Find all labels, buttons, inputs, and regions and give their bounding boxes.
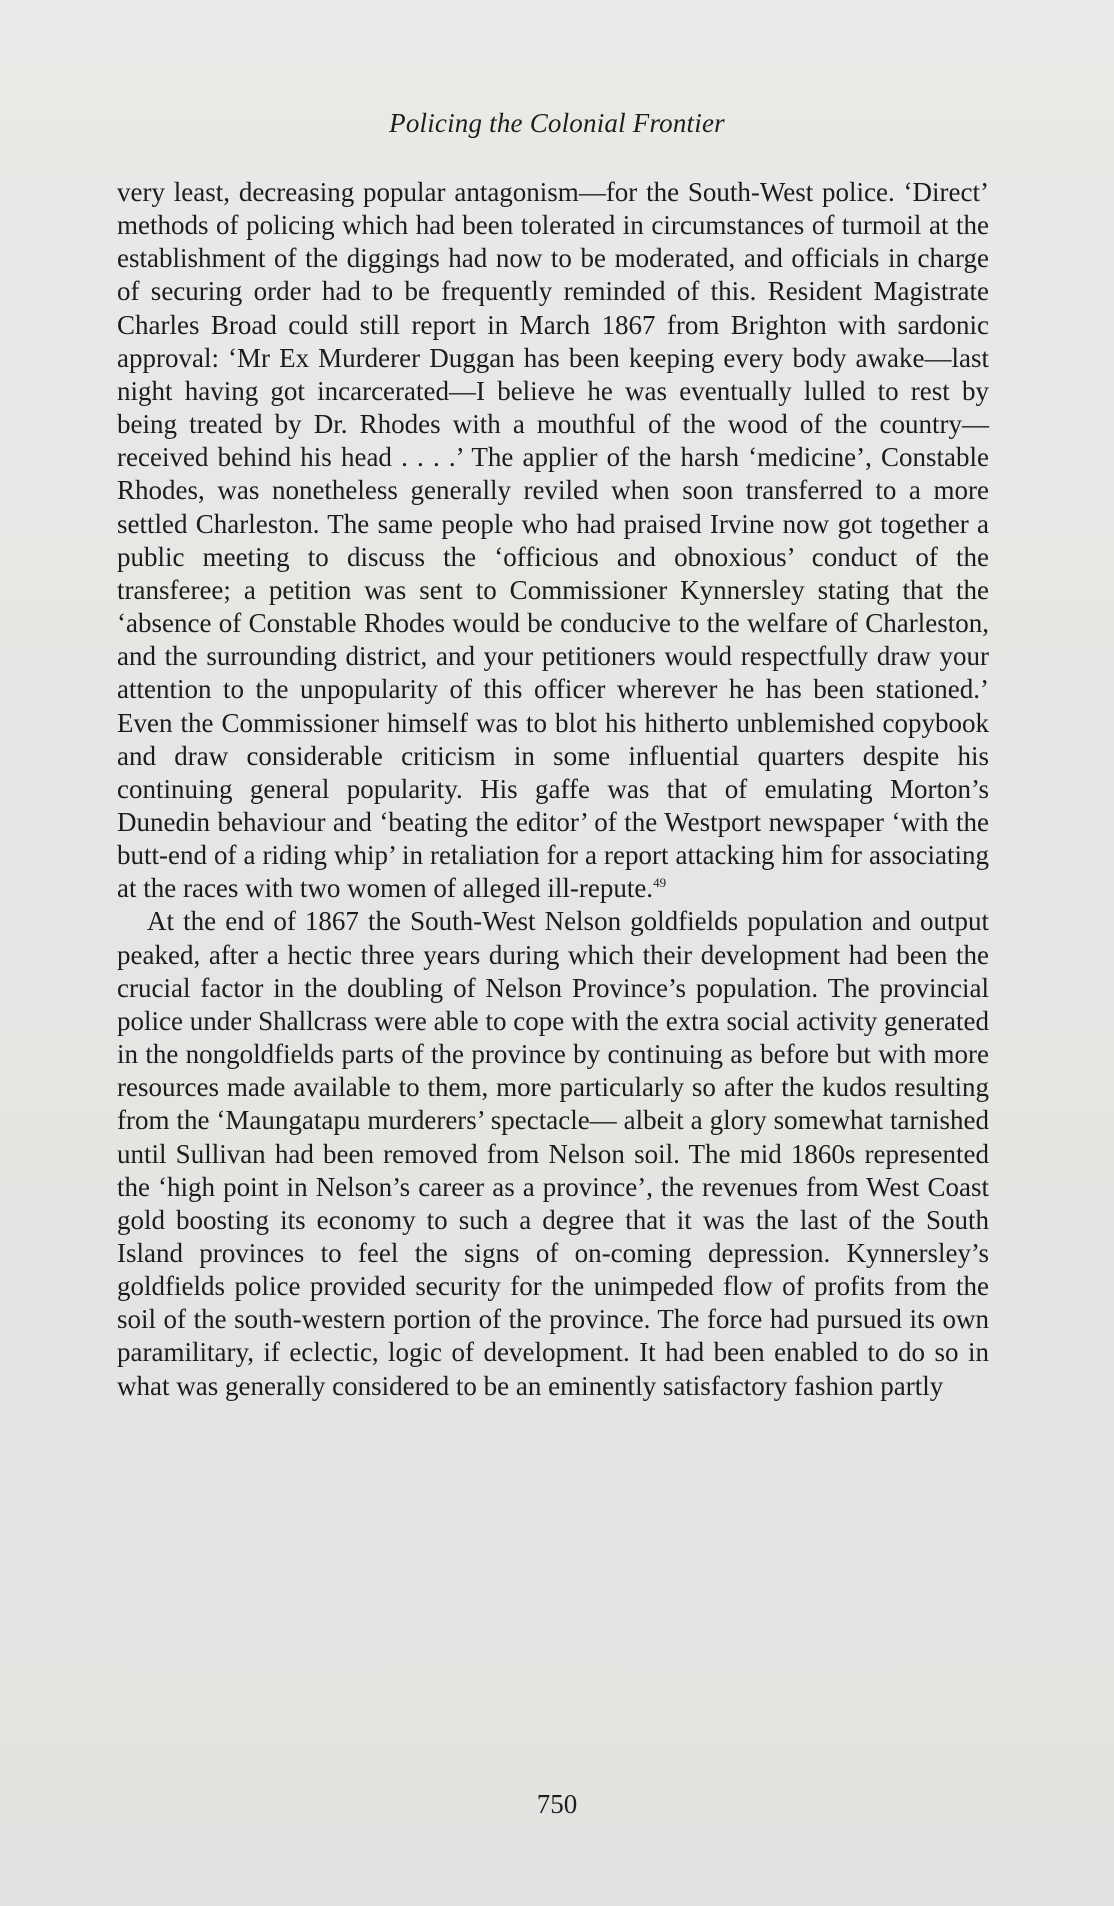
page-number: 750 <box>536 1789 578 1819</box>
paragraph-2-text: At the end of 1867 the South-West Nelson goldfields population and output peaked, after a hectic three years during which their development had been the crucial factor in the doubling of Nelson Province’s population. The provincial police under Shallcrass were able to cope with the extra social activity generated in the nongoldfields parts of the province by continuing as before but with more resources made available to them, more particularly so after the kudos resulting from the ‘Maungatapu murderers’ spectacle— albeit a glory somewhat tarnished until Sullivan had been removed from Nelson soil. The mid 1860s represented the ‘high point in Nelson’s career as a province’, the revenues from West Coast gold boosting its economy to such a degree that it was the last of the South Island provinces to feel the signs of on-coming depression. Kynnersley’s goldfields police provided security for the unimpeded flow of profits from the soil of the south-western portion of the province. The force had pursued its own paramilitary, if eclectic, logic of development. It had been enabled to do so in what was generally considered to be an eminently satisfactory fashion partly <box>117 906 989 1401</box>
footnote-ref-49: 49 <box>653 875 667 891</box>
paragraph-1 <box>117 176 989 905</box>
running-head: Policing the Colonial Frontier <box>389 108 725 138</box>
body-text <box>117 176 989 1403</box>
paragraph-1-text: very least, decreasing popular antagonism—for the South-West police. ‘Direct’ methods of policing which had been tolerated in circumstances of turmoil at the establishment of the diggings had now to be moderated, and officials in charge of securing order had to be frequently reminded of this. Resident Magistrate Charles Broad could still report in March 1867 from Brighton with sardonic approval: ‘Mr Ex Murderer Duggan has been keeping every body awake—last night having got incarcerated—I believe he was eventually lulled to rest by being treated by Dr. Rhodes with a mouthful of the wood of the country—received behind his head . . . .’ The applier of the harsh ‘medicine’, Constable Rhodes, was nonetheless generally reviled when soon transferred to a more settled Charleston. The same people who had praised Irvine now got together a public meeting to discuss the ‘officious and obnoxious’ conduct of the transferee; a petition was sent to Commissioner Kynnersley stating that the ‘absence of Constable Rhodes would be conducive to the welfare of Charleston, and the surrounding district, and your petitioners would respectfully draw your attention to the unpopularity of this officer wherever he has been stationed.’ Even the Commissioner himself was to blot his hitherto unblemished copybook and draw considerable criticism in some influential quarters despite his continuing general popularity. His gaffe was that of emulating Morton’s Dunedin behaviour and ‘beating the editor’ of the Westport newspaper ‘with the butt-end of a riding whip’ in retaliation for a report attacking him for associating at the races with two women of alleged ill-repute. <box>117 177 989 904</box>
paragraph-2 <box>117 905 989 1402</box>
